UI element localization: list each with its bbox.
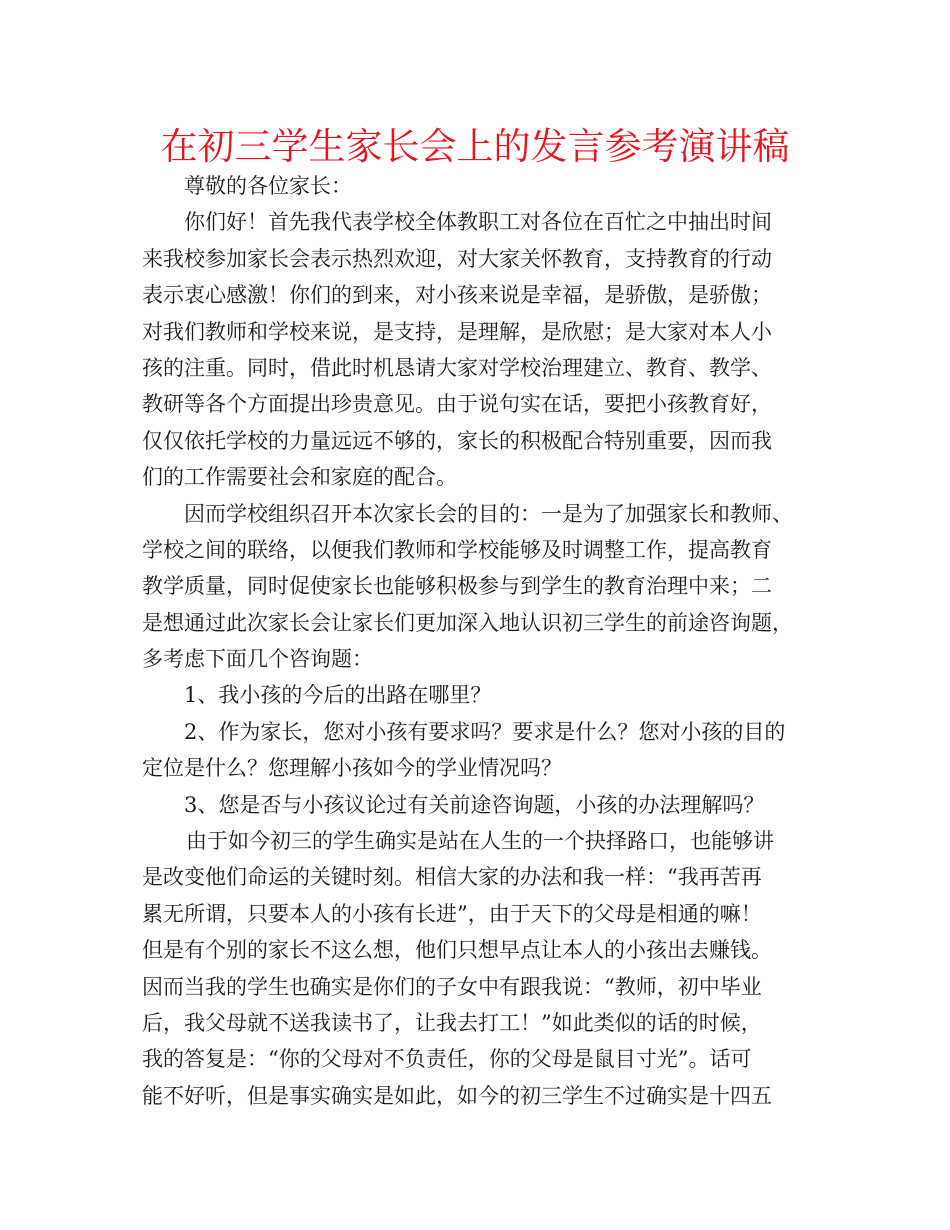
text-line: 你们好！首先我代表学校全体教职工对各位在百忙之中抽出时间 — [184, 210, 772, 235]
document-title: 在初三学生家长会上的发言参考演讲稿 — [160, 125, 790, 168]
text-line: 教学质量，同时促使家长也能够积极参与到学生的教育治理中来；二 — [142, 574, 772, 599]
text-line: 孩的注重。同时，借此时机恳请大家对学校治理建立、教育、教学、 — [142, 355, 772, 380]
text-line: 后，我父母就不送我读书了，让我去打工！”如此类似的话的时候， — [142, 1010, 762, 1035]
text-line: 累无所谓，只要本人的小孩有长进”，由于天下的父母是相通的嘛！ — [142, 901, 762, 926]
text-line: 们的工作需要社会和家庭的配合。 — [142, 465, 457, 490]
text-line: 我的答复是：“你的父母对不负责任，你的父母是鼠目寸光”。话可 — [142, 1047, 752, 1072]
text-line: 对我们教师和学校来说，是支持，是理解，是欣慰；是大家对本人小 — [142, 319, 772, 344]
text-line: 能不好听，但是事实确实是如此，如今的初三学生不过确实是十四五 — [142, 1083, 772, 1108]
text-line: 定位是什么？您理解小孩如今的学业情况吗？ — [142, 756, 562, 781]
text-line: 由于如今初三的学生确实是站在人生的一个抉择路口，也能够讲 — [186, 829, 774, 854]
document-body — [142, 168, 810, 1114]
text-line: 但是有个别的家长不这么想，他们只想早点让本人的小孩出去赚钱。 — [142, 938, 772, 963]
text-line: 仅仅依托学校的力量远远不够的，家长的积极配合特别重要，因而我 — [142, 428, 772, 453]
text-line: 表示衷心感激！你们的到来，对小孩来说是幸福，是骄傲，是骄傲； — [142, 283, 772, 308]
text-line: 2、作为家长，您对小孩有要求吗？要求是什么？您对小孩的目的 — [184, 719, 786, 744]
text-line: 3、您是否与小孩议论过有关前途咨询题，小孩的办法理解吗？ — [184, 792, 765, 817]
text-line: 因而学校组织召开本次家长会的目的：一是为了加强家长和教师、 — [184, 501, 793, 526]
text-line: 尊敬的各位家长： — [184, 174, 352, 198]
text-line: 1、我小孩的今后的出路在哪里？ — [184, 683, 492, 708]
text-line: 因而当我的学生也确实是你们的子女中有跟我说：“教师，初中毕业 — [142, 974, 762, 999]
text-line: 多考虑下面几个咨询题： — [142, 647, 373, 672]
text-line: 来我校参加家长会表示热烈欢迎，对大家关怀教育，支持教育的行动 — [142, 246, 772, 271]
text-line: 教研等各个方面提出珍贵意见。由于说句实在话，要把小孩教育好， — [142, 392, 772, 417]
text-line: 学校之间的联络，以便我们教师和学校能够及时调整工作，提高教育 — [142, 537, 772, 562]
text-line: 是想通过此次家长会让家长们更加深入地认识初三学生的前途咨询题， — [142, 610, 793, 635]
text-line: 是改变他们命运的关键时刻。相信大家的办法和我一样：“我再苦再 — [142, 865, 762, 890]
